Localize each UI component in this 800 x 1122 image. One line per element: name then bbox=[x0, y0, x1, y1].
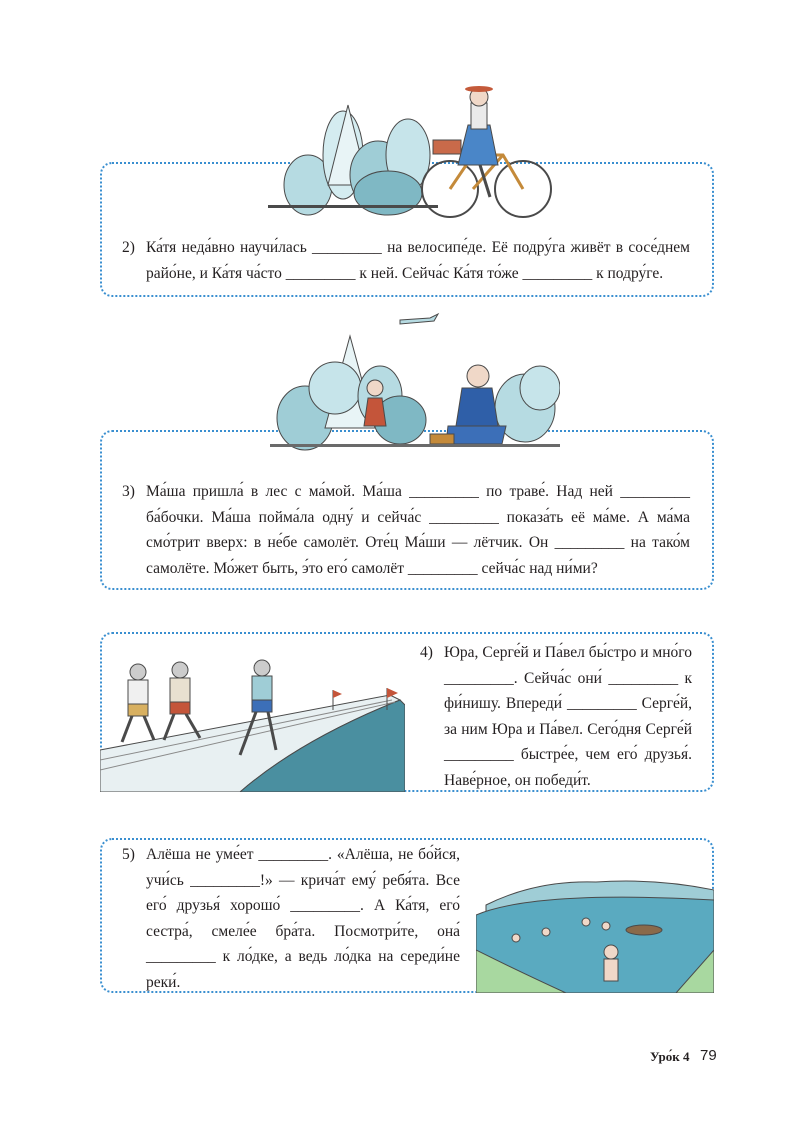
exercise-2 bbox=[122, 235, 690, 286]
river-illustration bbox=[476, 860, 714, 993]
exercise-text: Ма́ша пришла́ в лес с ма́мой. Ма́ша _________ по траве́. Над ней _________ ба́бочки. Ма́ша пойма́ла одну́ и сейча́с _________ показа́ть её ма́ме. А ма́ма смо́трит вверх: в не́бе самолёт. Оте́ц Ма́ши — лётчик. Он _________ на тако́м самолёте. Мо́жет быть, э́то его́ самолёт _________ сейча́с над ни́ми? bbox=[146, 483, 690, 577]
exercise-4 bbox=[420, 640, 692, 793]
exercise-text: Ка́тя неда́вно научи́лась _________ на велосипе́де. Её подру́га живёт в сосе́днем райо́не, и Ка́тя ча́сто _________ к ней. Сейча́с Ка́тя то́же _________ к подру́ге. bbox=[146, 239, 690, 282]
exercise-number: 5) bbox=[122, 846, 135, 863]
exercise-number: 3) bbox=[122, 483, 135, 500]
forest-illustration bbox=[270, 308, 560, 460]
exercise-number: 4) bbox=[420, 644, 433, 661]
page-number: 79 bbox=[700, 1047, 717, 1064]
exercise-3 bbox=[122, 479, 690, 581]
lesson-label: Уро́к 4 bbox=[650, 1049, 690, 1064]
exercise-text: Юра, Серге́й и Па́вел бы́стро и мно́го _________. Сейча́с они́ _________ к фи́нишу. Впереди́ _________ Серге́й, за ним Юра и Па́вел. Сего́дня Серге́й _________ быстре́е, чем его́ друзья́. Наве́рное, он победи́т. bbox=[444, 644, 692, 789]
exercise-number: 2) bbox=[122, 239, 135, 256]
exercise-text: Алёша не уме́ет _________. «Алёша, не бо́йся, учи́сь _________!» — крича́т ему́ ребя́та. Все его́ друзья́ хорошо́ _________. А Ка́тя, его́ сестра́, смеле́е бра́та. Посмотри́те, она́ _________ к ло́дке, а ведь ло́дка на середи́не реки́. bbox=[146, 846, 460, 991]
cyclist-illustration bbox=[268, 85, 568, 223]
runners-illustration bbox=[100, 650, 405, 792]
exercise-5 bbox=[122, 842, 460, 995]
